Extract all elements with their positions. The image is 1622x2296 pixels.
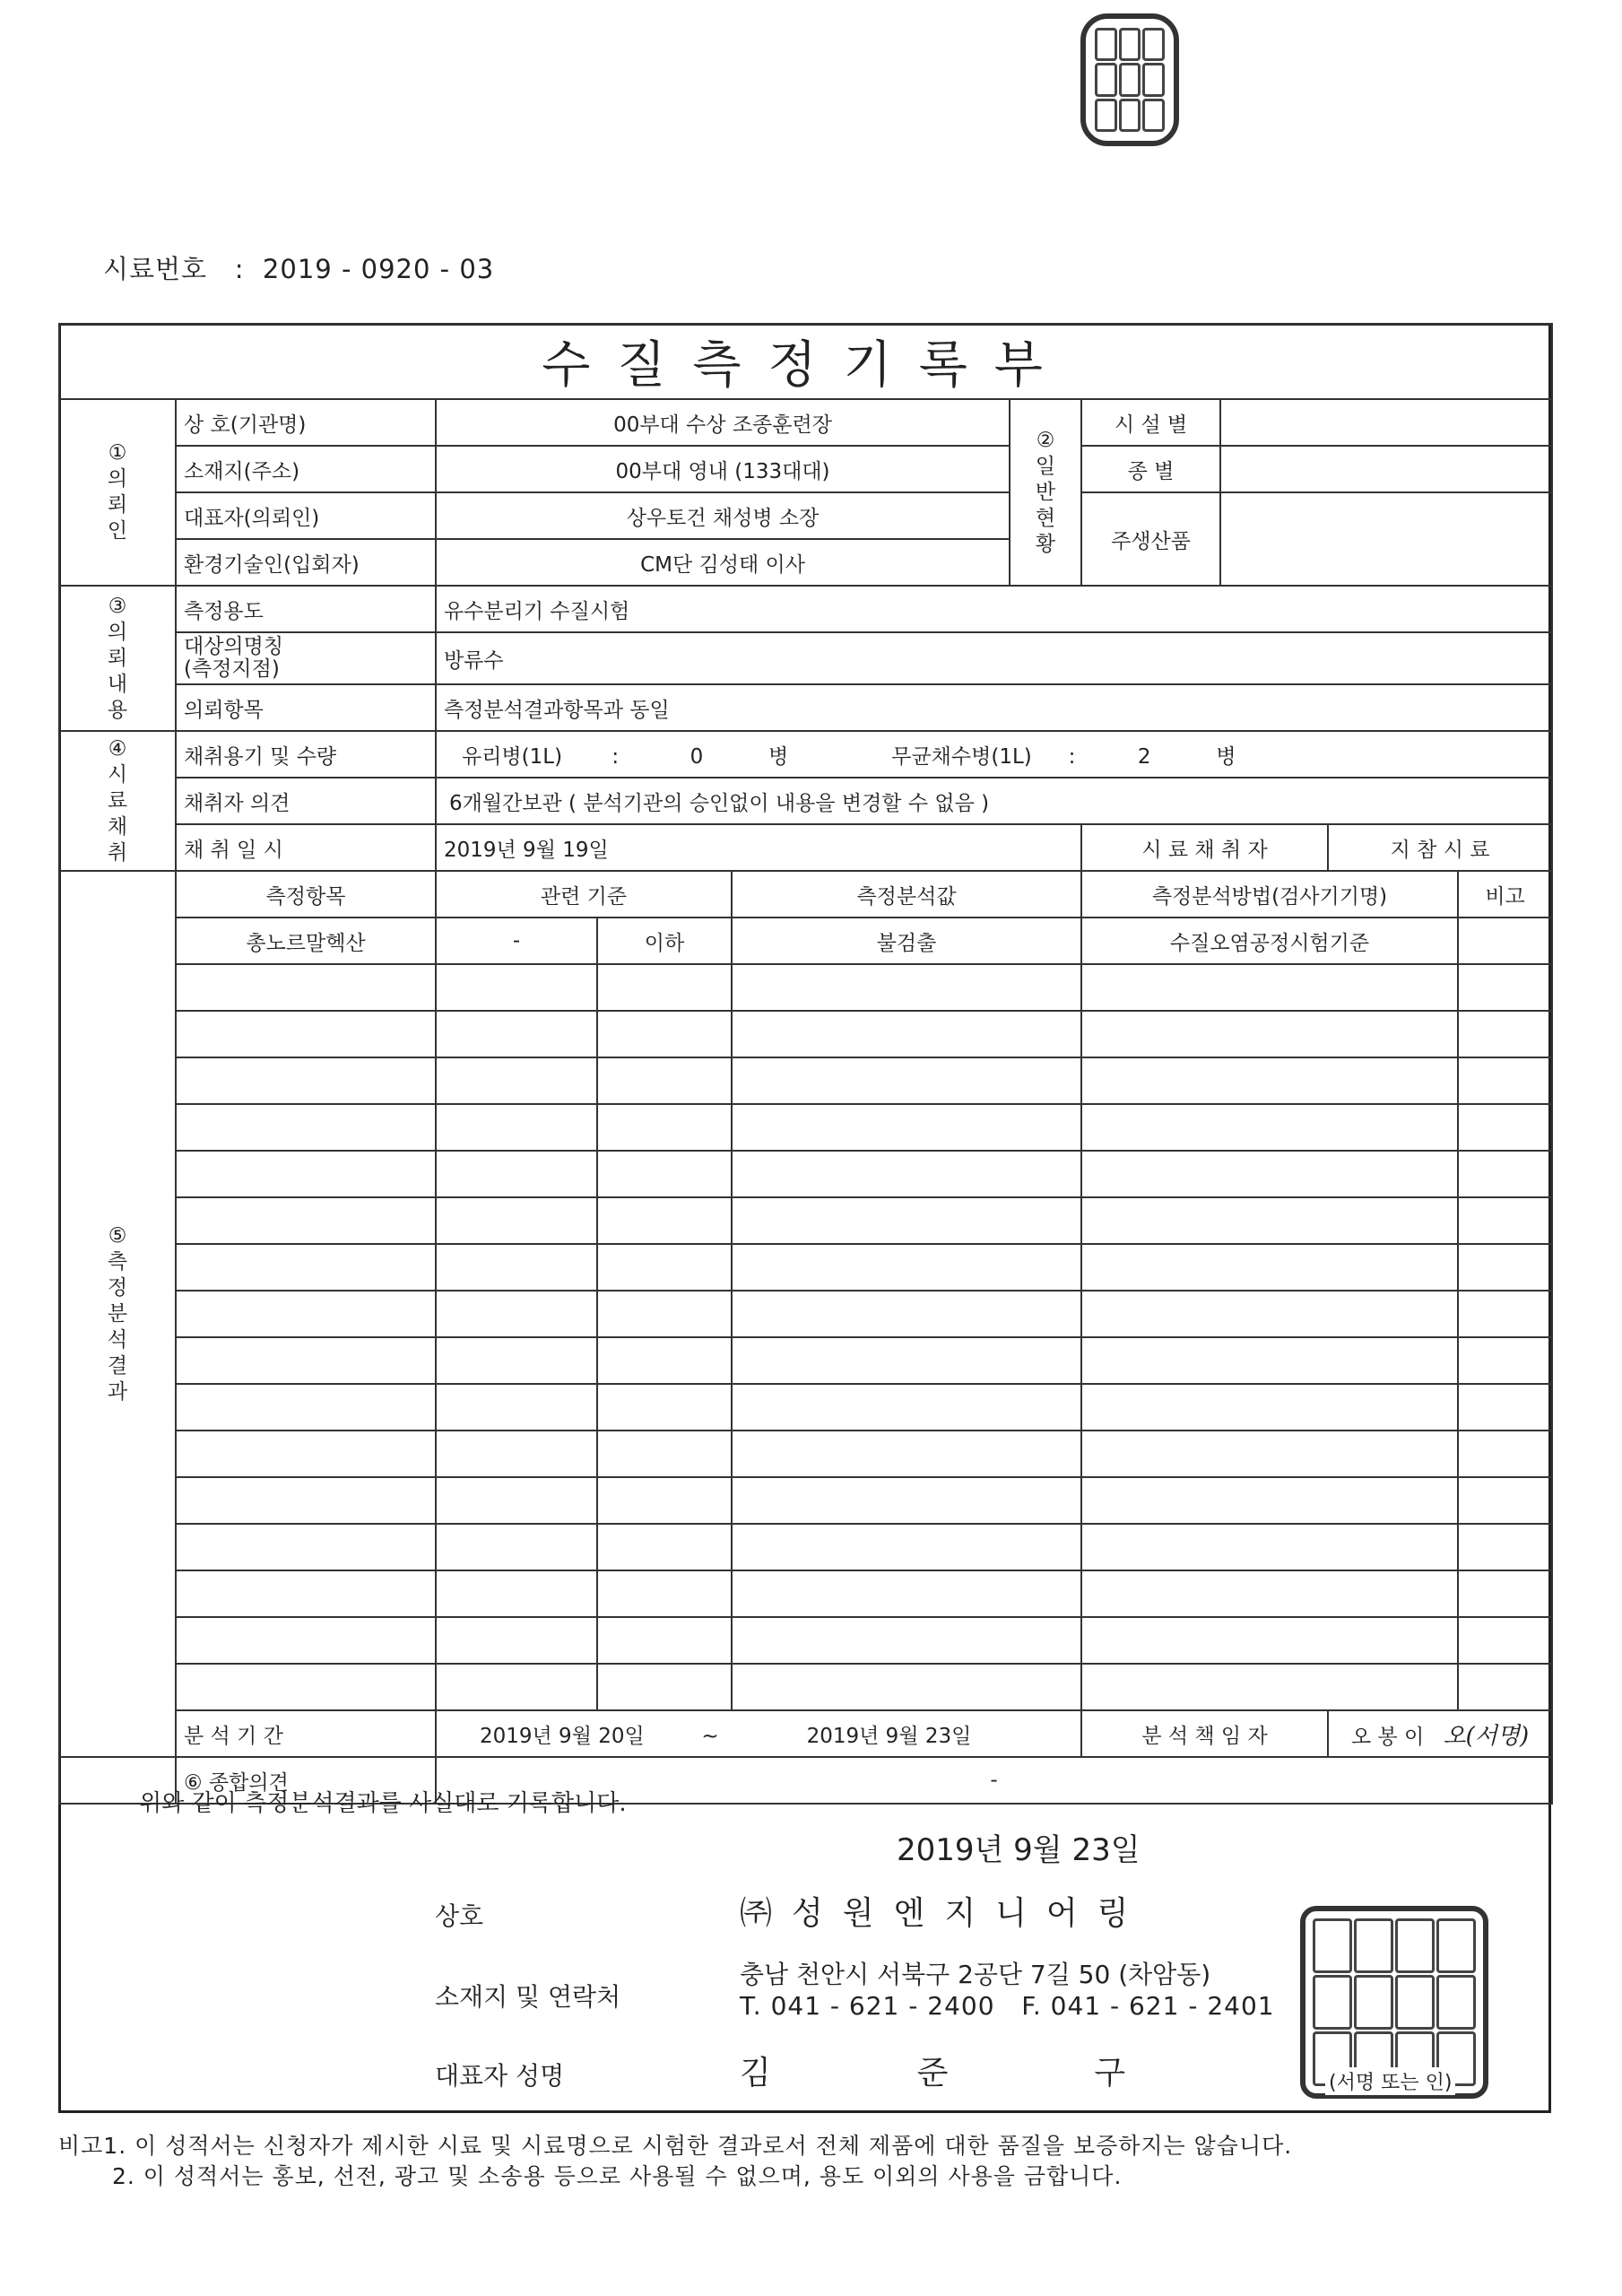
rep-label: 대표자 성명 — [435, 2061, 565, 2091]
container-value: 유리병(1L) : 0 병 무균채수병(1L) : 2 병 — [436, 731, 1552, 778]
section5-label: ⑤ 측 정 분 석 결 과 — [59, 871, 176, 1757]
blank-row — [59, 1244, 1552, 1291]
analysis-manager-value: 오 봉 이 오(서명) — [1328, 1710, 1552, 1757]
company-label: 상호 — [435, 1901, 484, 1931]
result-method: 수질오염공정시험기준 — [1081, 918, 1458, 964]
company-name: ㈜성원엔지니어링 — [740, 1895, 1149, 1932]
items-value: 측정분석결과항목과 동일 — [436, 684, 1552, 731]
collector-label: 시 료 채 취 자 — [1081, 824, 1328, 871]
document-title: 수질측정기록부 — [59, 324, 1552, 399]
type-value — [1220, 446, 1552, 492]
client-address-label: 소재지(주소) — [176, 446, 436, 492]
result-value: 불검출 — [732, 918, 1081, 964]
note-1: 비고1. 이 성적서는 신청자가 제시한 시료 및 시료명으로 시험한 결과로서 전체 제품에 대한 품질을 보증하지는 않습니다. — [58, 2133, 1293, 2159]
result-unit: 이하 — [597, 918, 732, 964]
blank-row — [59, 1570, 1552, 1617]
declaration-statement: 위와 같이 측정분석결과를 사실대로 기록합니다. — [139, 1790, 627, 1817]
env-tech-value: CM단 김성태 이사 — [436, 539, 1010, 586]
overall-opinion-label: ⑥ 종합의견 — [176, 1757, 436, 1804]
blank-row — [59, 1524, 1552, 1570]
blank-row — [59, 1104, 1552, 1151]
purpose-value: 유수분리기 수질시험 — [436, 586, 1552, 632]
sampling-date-label: 채 취 일 시 — [176, 824, 436, 871]
blank-row — [59, 1197, 1552, 1244]
result-row — [59, 918, 1552, 964]
header-method: 측정분석방법(검사기기명) — [1081, 871, 1458, 918]
blank-row — [59, 1617, 1552, 1664]
company-contact: T. 041 - 621 - 2400 F. 041 - 621 - 2401 — [740, 1991, 1275, 2021]
declaration-date: 2019년 9월 23일 — [897, 1832, 1141, 1868]
seal-caption: (서명 또는 인) — [1325, 2067, 1455, 2095]
section2-label: ② 일 반 현 황 — [1010, 399, 1081, 586]
env-tech-label: 환경기술인(입회자) — [176, 539, 436, 586]
type-label: 종 별 — [1081, 446, 1220, 492]
product-value — [1220, 492, 1552, 586]
facility-value — [1220, 399, 1552, 446]
facility-label: 시 설 별 — [1081, 399, 1220, 446]
opinion-value: 6개월간보관 ( 분석기관의 승인없이 내용을 변경할 수 없음 ) — [436, 778, 1552, 824]
opinion-label: 채취자 의견 — [176, 778, 436, 824]
section3-label: ③ 의 뢰 내 용 — [59, 586, 176, 731]
header-value: 측정분석값 — [732, 871, 1081, 918]
target-label: 대상의명칭 (측정지점) — [176, 632, 436, 684]
blank-row — [59, 1431, 1552, 1477]
section4-label: ④ 시 료 채 취 — [59, 731, 176, 871]
sampling-date-value: 2019년 9월 19일 — [436, 824, 1081, 871]
result-note — [1458, 918, 1552, 964]
collector-value: 지 참 시 료 — [1328, 824, 1552, 871]
purpose-label: 측정용도 — [176, 586, 436, 632]
analysis-period-value: 2019년 9월 20일 ~ 2019년 9월 23일 — [436, 1710, 1081, 1757]
blank-row — [59, 1384, 1552, 1431]
analysis-manager-label: 분 석 책 임 자 — [1081, 1710, 1328, 1757]
result-standard: - — [436, 918, 597, 964]
blank-row — [59, 1477, 1552, 1524]
blank-row — [59, 1011, 1552, 1057]
blank-row — [59, 1151, 1552, 1197]
target-value: 방류수 — [436, 632, 1552, 684]
header-note: 비고 — [1458, 871, 1552, 918]
blank-row — [59, 964, 1552, 1011]
blank-row — [59, 1291, 1552, 1337]
overall-opinion-value: - — [436, 1757, 1552, 1804]
blank-row — [59, 1664, 1552, 1710]
container-label: 채취용기 및 수량 — [176, 731, 436, 778]
address-label: 소재지 및 연락처 — [435, 1982, 621, 2012]
client-name-label: 상 호(기관명) — [176, 399, 436, 446]
header-standard: 관련 기준 — [436, 871, 732, 918]
sample-number: 시료번호 : 2019 - 0920 - 03 — [103, 254, 495, 284]
blank-row — [59, 1337, 1552, 1384]
client-name-value: 00부대 수상 조종훈련장 — [436, 399, 1010, 446]
blank-row — [59, 1057, 1552, 1104]
manager-signature: 오(서명) — [1443, 1722, 1530, 1750]
items-label: 의뢰항목 — [176, 684, 436, 731]
rep-name: 김 준 구 — [740, 2055, 1125, 2092]
header-item: 측정항목 — [176, 871, 436, 918]
section1-label: ① 의 뢰 인 — [59, 399, 176, 586]
client-rep-value: 상우토건 채성병 소장 — [436, 492, 1010, 539]
record-table — [58, 323, 1553, 1805]
company-seal-stamp-top — [1080, 13, 1179, 146]
company-address: 충남 천안시 서북구 2공단 7길 50 (차암동) — [740, 1960, 1211, 1989]
product-label: 주생산품 — [1081, 492, 1220, 586]
result-item: 총노르말헥산 — [176, 918, 436, 964]
client-rep-label: 대표자(의뢰인) — [176, 492, 436, 539]
client-address-value: 00부대 영내 (133대대) — [436, 446, 1010, 492]
analysis-period-label: 분 석 기 간 — [176, 1710, 436, 1757]
note-2: 2. 이 성적서는 홍보, 선전, 광고 및 소송용 등으로 사용될 수 없으며, 용도 이외의 사용을 금합니다. — [112, 2163, 1123, 2189]
